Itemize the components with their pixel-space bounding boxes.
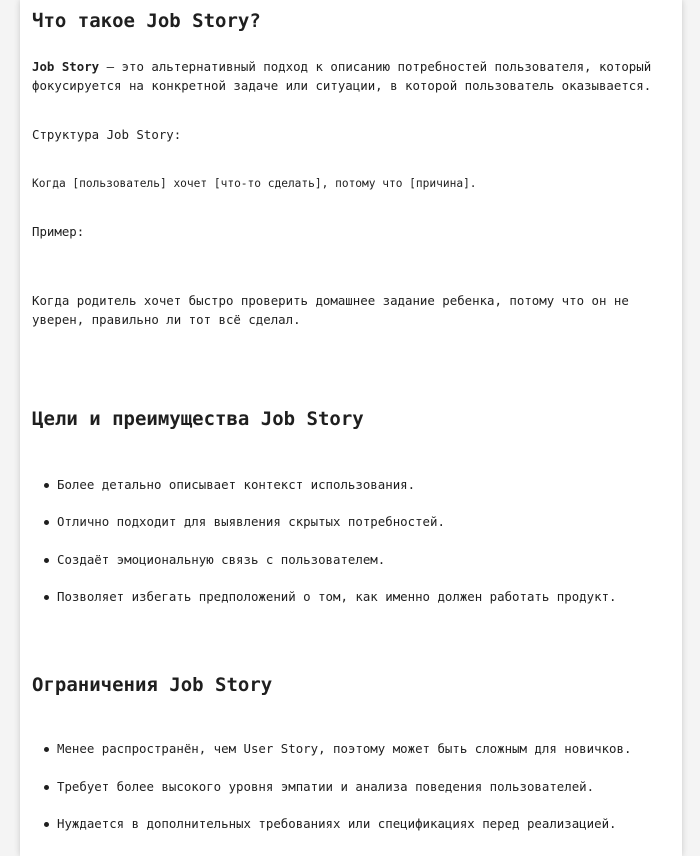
section-heading-goals: Цели и преимущества Job Story <box>32 408 364 430</box>
list-item: Требует более высокого уровня эмпатии и анализа поведения пользователей. <box>32 777 594 796</box>
list-item: Создаёт эмоциональную связь с пользователем. <box>32 550 385 569</box>
list-item: Позволяет избегать предположений о том, как именно должен работать продукт. <box>32 587 617 606</box>
list-item: Менее распространён, чем User Story, поэтому может быть сложным для новичков. <box>32 739 631 758</box>
intro-bold-term: Job Story <box>32 59 100 74</box>
list-item: Нуждается в дополнительных требованиях или спецификациях перед реализацией. <box>32 814 617 833</box>
structure-template: Когда [пользователь] хочет [что-то сделать], потому что [причина]. <box>32 177 477 190</box>
structure-label: Структура Job Story: <box>32 127 182 142</box>
list-item: Более детально описывает контекст использования. <box>32 475 415 494</box>
example-text: Когда родитель хочет быстро проверить домашнее задание ребенка, потому что он не уверен, правильно ли тот всё сделал. <box>32 293 629 327</box>
list-item: Отлично подходит для выявления скрытых потребностей. <box>32 512 445 531</box>
intro-text: — это альтернативный подход к описанию потребностей пользователя, который фокусируется на конкретной задаче или ситуации, в которой пользователь оказывается. <box>32 59 652 93</box>
section-heading-limitations: Ограничения Job Story <box>32 674 273 696</box>
section-heading-what-is: Что такое Job Story? <box>32 10 261 32</box>
document-page <box>20 0 682 856</box>
example-label: Пример: <box>32 224 85 239</box>
intro-paragraph <box>32 57 672 95</box>
